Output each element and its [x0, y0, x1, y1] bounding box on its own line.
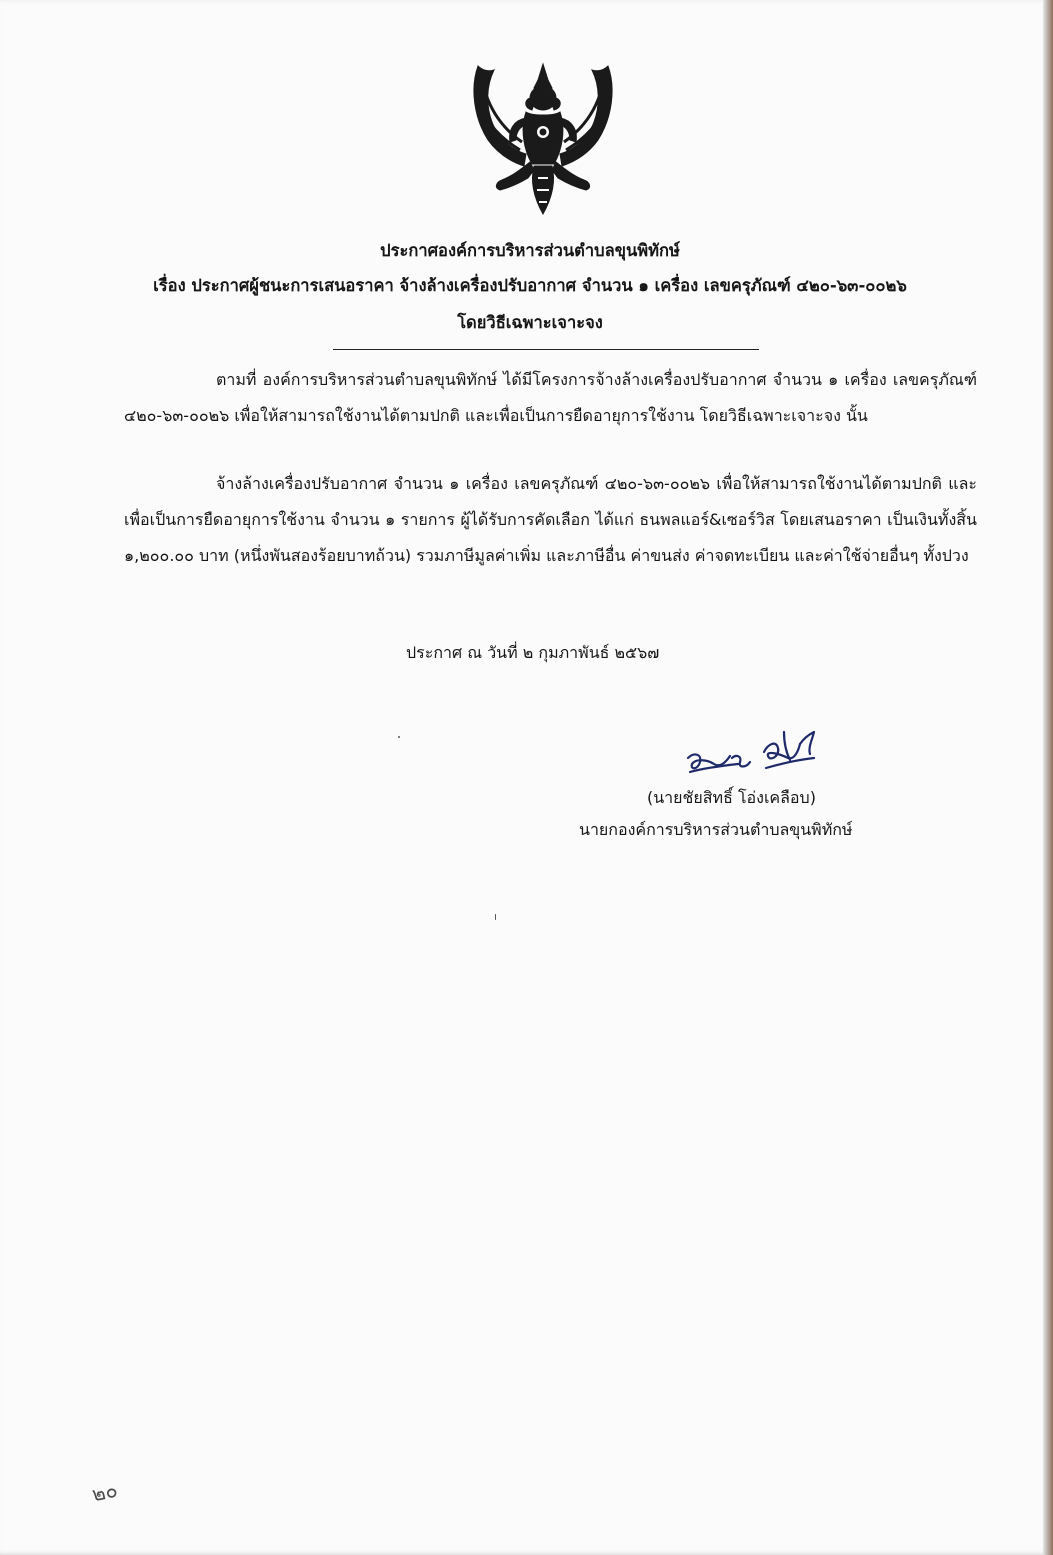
paragraph-intro: ตามที่ องค์การบริหารส่วนตำบลขุนพิทักษ์ ได้มีโครงการจ้างล้างเครื่องปรับอากาศ จำนวน ๑ เครื่อง เลขครุภัณฑ์ ๔๒๐-๖๓-๐๐๒๖ เพื่อให้สามารถใช้งานได้ตามปกติ และเพื่อเป็นการยืดอายุการใช้งาน โดยวิธีเฉพาะเจาะจง นั้น [124, 370, 977, 425]
signatory-position: นายกองค์การบริหารส่วนตำบลขุนพิทักษ์ [579, 820, 853, 839]
announcement-date: ประกาศ ณ วันที่ ๒ กุมภาพันธ์ ๒๕๖๗ [406, 643, 660, 662]
signatory-name: (นายชัยสิทธิ์ โอ่งเคลือบ) [647, 788, 816, 807]
handwritten-signature-icon [680, 728, 830, 786]
heading-subject: เรื่อง ประกาศผู้ชนะการเสนอราคา จ้างล้างเครื่องปรับอากาศ จำนวน ๑ เครื่อง เลขครุภัณฑ์ ๔๒๐-๖๓-๐๐๒๖ [153, 276, 907, 295]
paper-speck [495, 914, 496, 920]
page-number-mark: ๒๐ [89, 1477, 120, 1507]
heading-divider [333, 349, 759, 350]
paper-speck [398, 736, 400, 738]
page-edge [1043, 0, 1053, 1555]
garuda-emblem-icon [468, 58, 618, 218]
heading-method: โดยวิธีเฉพาะเจาะจง [457, 313, 603, 332]
heading-organization: ประกาศองค์การบริหารส่วนตำบลขุนพิทักษ์ [380, 241, 680, 260]
paragraph-award: จ้างล้างเครื่องปรับอากาศ จำนวน ๑ เครื่อง เลขครุภัณฑ์ ๔๒๐-๖๓-๐๐๒๖ เพื่อให้สามารถใช้งานได้ตามปกติ และเพื่อเป็นการยืดอายุการใช้งาน จำนวน ๑ รายการ ผู้ได้รับการคัดเลือก ได้แก่ ธนพลแอร์&เซอร์วิส โดยเสนอราคา เป็นเงินทั้งสิ้น ๑,๒๐๐.๐๐ บาท (หนึ่งพันสองร้อยบาทถ้วน) รวมภาษีมูลค่าเพิ่ม และภาษีอื่น ค่าขนส่ง ค่าจดทะเบียน และค่าใช้จ่ายอื่นๆ ทั้งปวง [124, 474, 977, 565]
